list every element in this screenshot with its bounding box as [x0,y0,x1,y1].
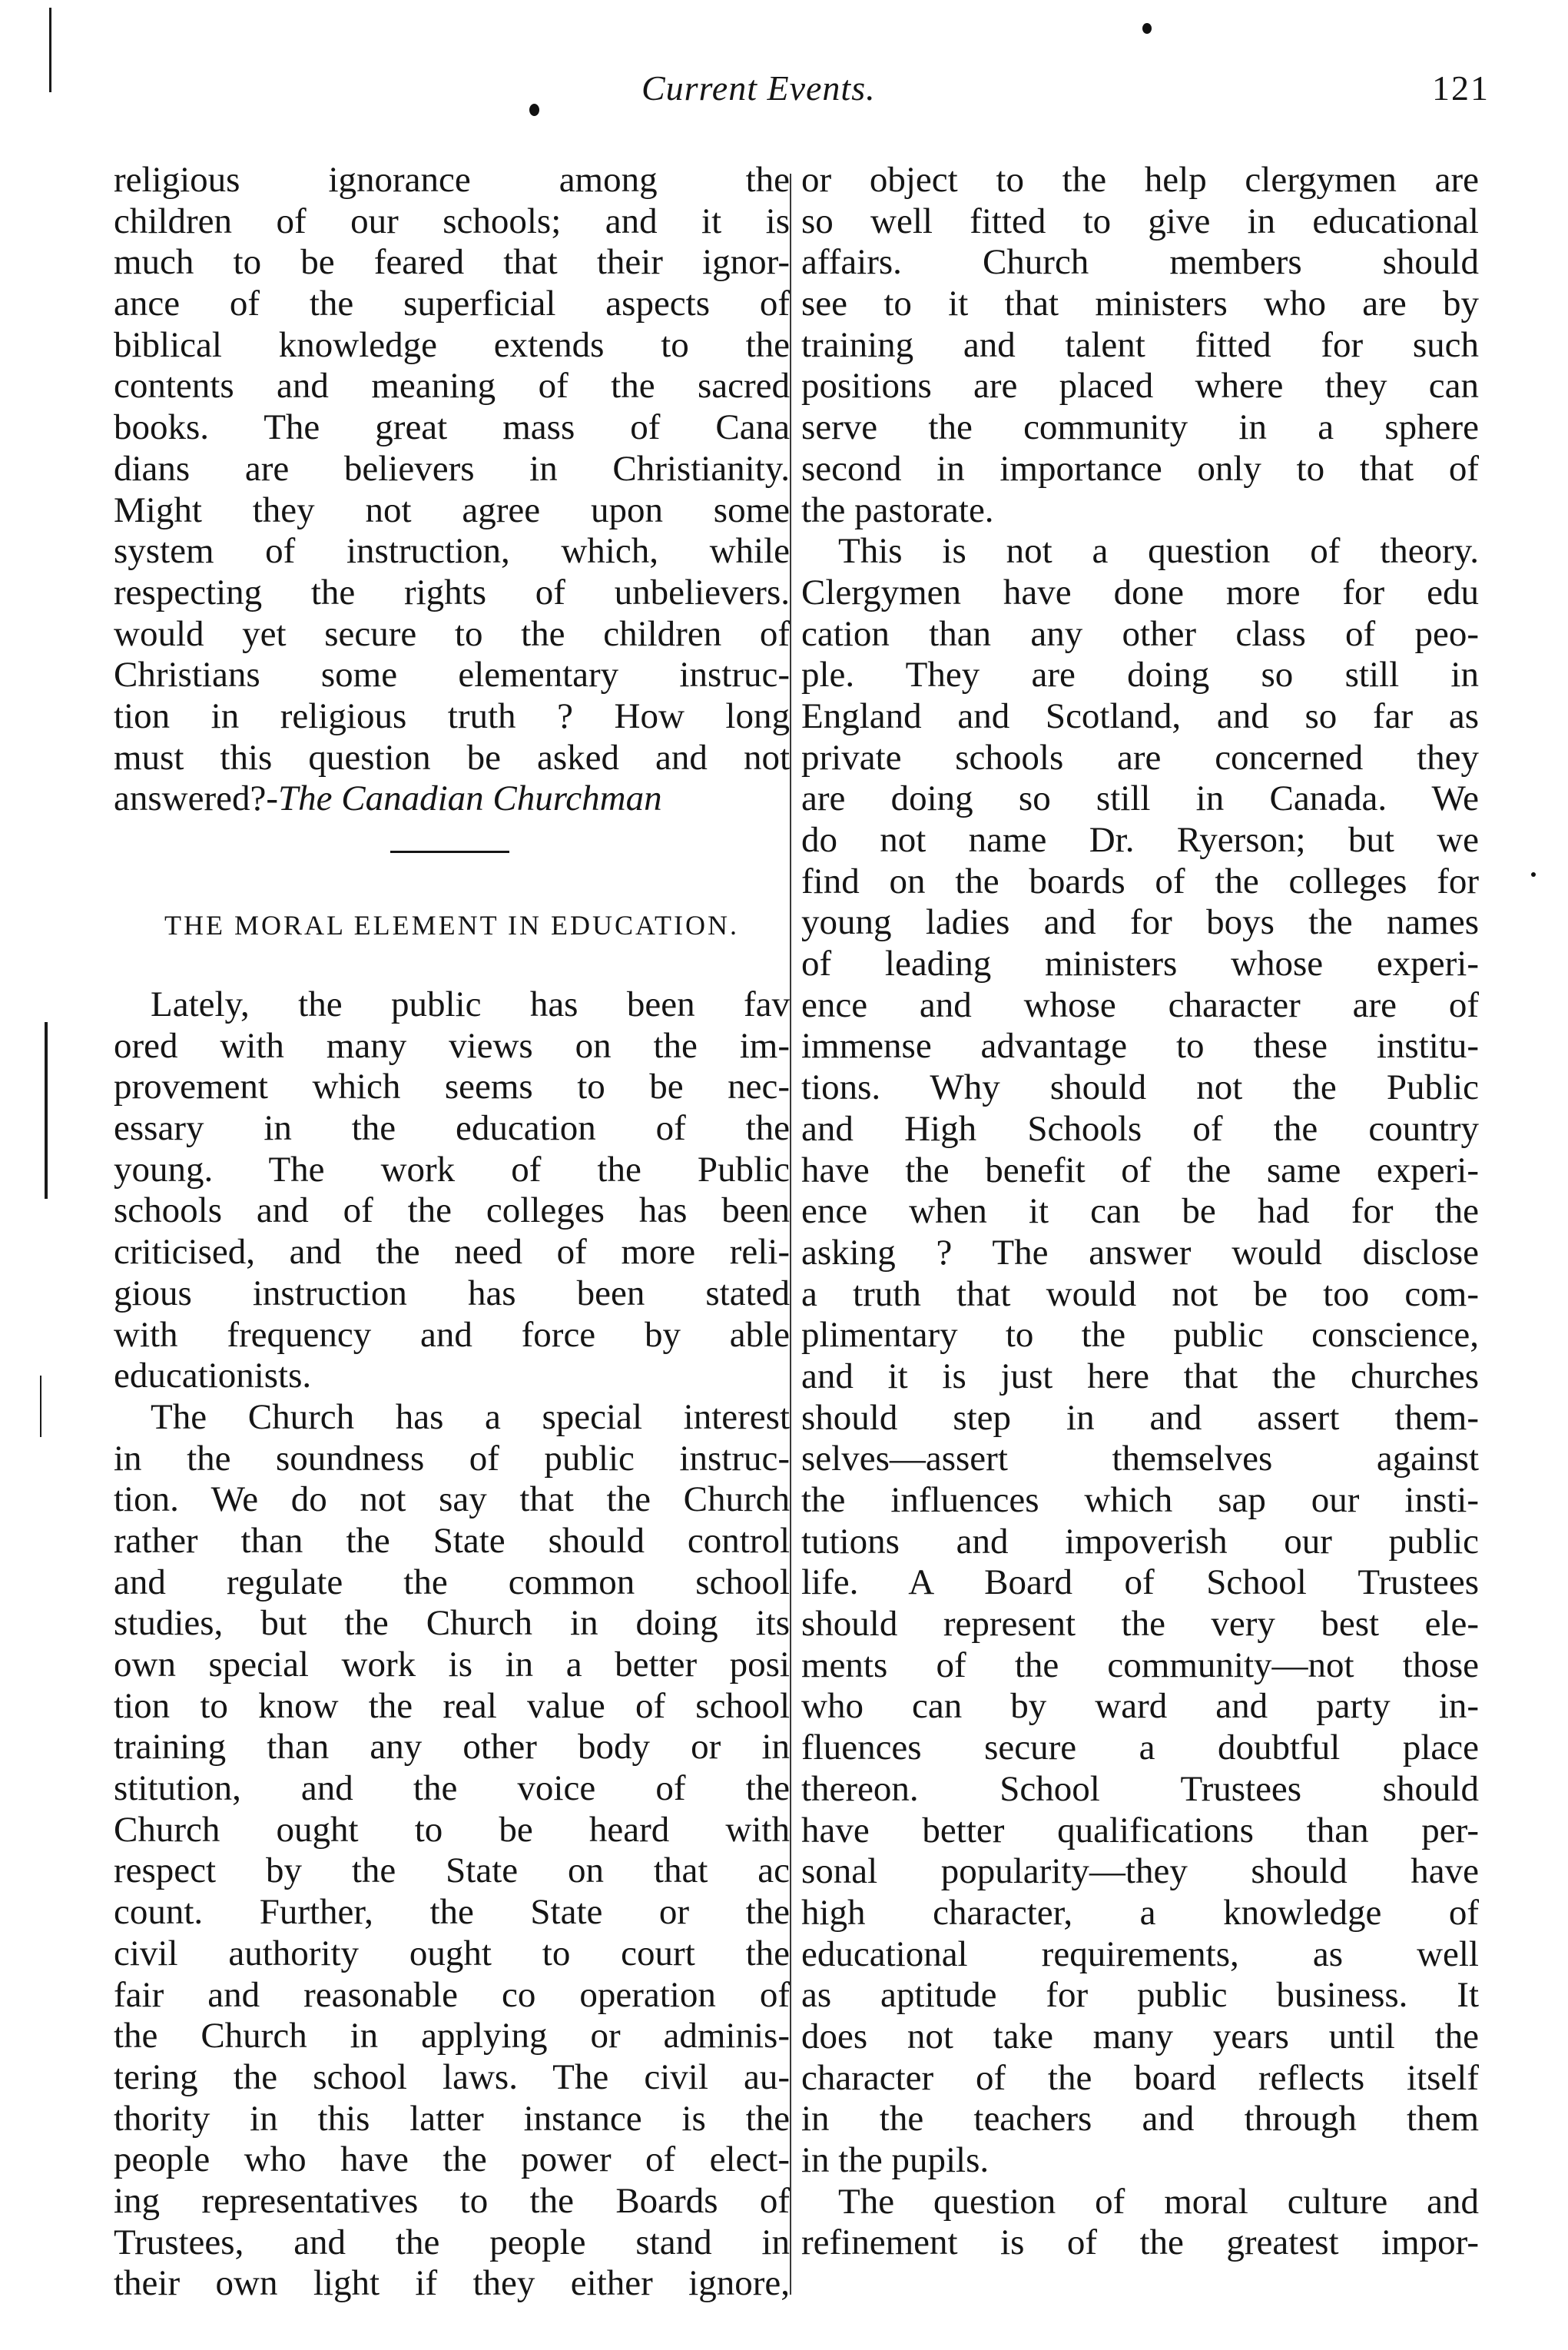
text-line: tion to know the real value of school [114,1685,790,1726]
text-line: must this question be asked and not [114,737,790,778]
column-divider [790,174,791,2295]
text-line: Might they not agree upon some [114,490,790,530]
text-line: The Church has a special interest [151,1396,790,1437]
text-line: respecting the rights of unbelievers. [114,572,790,612]
text-line: criticised, and the need of more reli- [114,1232,790,1273]
text-line: who can by ward and party in- [801,1686,1479,1727]
text-line: religious ignorance among the [114,160,790,200]
text-line: serve the community in a sphere [801,407,1479,448]
text-line: a truth that would not be too com- [801,1273,1479,1314]
continued-paragraph [801,160,1479,531]
paragraph [114,1397,790,2305]
text-line: ments of the community—not those [801,1645,1479,1685]
continued-paragraph [114,160,790,820]
text-line: thority in this latter instance is the [114,2098,790,2139]
text-line-with-source [114,778,790,820]
text-line: contents and meaning of the sacred [114,366,790,407]
text-line: have the benefit of the same experi- [801,1150,1479,1190]
ink-dot [1531,872,1536,877]
text-line: so well fitted to give in educational [801,201,1479,241]
text-line: count. Further, the State or the [114,1892,790,1933]
text-line: stitution, and the voice of the [114,1768,790,1809]
text-line: second in importance only to that of [801,448,1479,489]
text-line: tions. Why should not the Public [801,1067,1479,1108]
text-line: training than any other body or in [114,1727,790,1767]
text-line: much to be feared that their ignor- [114,242,790,283]
text-line: asking ? The answer would disclose [801,1232,1479,1273]
text-line: affairs. Church members should [801,242,1479,283]
text-line: in the soundness of public instruc- [114,1438,790,1479]
text-line: in the teachers and through them [801,2099,1479,2139]
margin-scan-mark [40,1376,41,1437]
text-line: ence when it can be had for the [801,1191,1479,1232]
text-line: and High Schools of the country [801,1108,1479,1149]
text-line: educational requirements, as well [801,1933,1479,1974]
separator-rule [390,851,509,853]
text-line: gious instruction has been stated [114,1273,790,1313]
text-line: the influences which sap our insti- [801,1480,1479,1520]
page-header [0,68,1568,121]
text-line: have better qualifications than per- [801,1810,1479,1850]
paragraph [114,984,790,1397]
text-line: should step in and assert them- [801,1397,1479,1438]
text-line: fluences secure a doubtful place [801,1728,1479,1768]
text-line: Church ought to be heard with [114,1809,790,1850]
text-line: positions are placed where they can [801,366,1479,407]
text-line: life. A Board of School Trustees [801,1562,1479,1603]
section-heading: THE MORAL ELEMENT IN EDUCATION. [164,910,739,941]
right-column [801,160,1479,2264]
text-line: tion. We do not say that the Church [114,1479,790,1520]
paragraph [801,531,1479,2182]
text-line: Lately, the public has been fav [151,984,790,1024]
text-line: with frequency and force by able [114,1314,790,1355]
text-line: own special work is in a better posi [114,1645,790,1684]
text-line: essary in the education of the [114,1108,790,1149]
text-line: people who have the power of elect- [114,2139,790,2180]
text-line: rather than the State should control [114,1520,790,1561]
text-line: high character, a knowledge of [801,1892,1479,1933]
text-line: studies, but the Church in doing its [114,1603,790,1644]
text-line: training and talent fitted for such [801,324,1479,365]
final-line-text: answered?- [114,778,278,819]
running-title: Current Events. [641,68,876,108]
text-line: or object to the help clergymen are [801,160,1479,200]
text-line: character of the board reflects itself [801,2057,1479,2098]
text-line: civil authority ought to court the [114,1933,790,1973]
text-line: tering the school laws. The civil au- [114,2056,790,2097]
text-line: find on the boards of the colleges for [801,861,1479,901]
text-line: would yet secure to the children of [114,613,790,654]
text-line: and regulate the common school [114,1562,790,1602]
text-line: the Church in applying or adminis- [114,2016,790,2056]
text-line: plimentary to the public conscience, [801,1315,1479,1356]
text-line: provement which seems to be nec- [114,1067,790,1107]
text-line: ance of the superficial aspects of [114,284,790,324]
text-line: their own light if they either ignore, [114,2263,790,2304]
text-line: tion in religious truth ? How long [114,695,790,736]
text-line: biblical knowledge extends to the [114,324,790,365]
text-line: tutions and impoverish our public [801,1521,1479,1562]
text-line: the pastorate. [801,490,994,530]
text-line: books. The great mass of Cana [114,407,790,448]
paragraph [801,2182,1479,2264]
text-line: in the pupils. [801,2140,990,2180]
text-line: as aptitude for public business. It [801,1975,1479,2016]
text-line: see to it that ministers who are by [801,284,1479,324]
text-line: refinement is of the greatest impor- [801,2222,1479,2263]
text-line: Clergymen have done more for edu [801,572,1479,612]
margin-scan-mark [45,1022,48,1199]
text-line: thereon. School Trustees should [801,1768,1479,1809]
text-line: ored with many views on the im- [114,1025,790,1066]
text-line: dians are believers in Christianity. [114,448,790,489]
text-line: Trustees, and the people stand in [114,2222,790,2262]
ink-dot [1142,23,1152,34]
text-line: children of our schools; and it is [114,201,790,241]
text-line: are doing so still in Canada. We [801,778,1479,819]
text-line: young ladies and for boys the names [801,902,1479,943]
text-line: ing representatives to the Boards of [114,2180,790,2221]
text-line: respect by the State on that ac [114,1850,790,1891]
text-line: selves—assert themselves against [801,1439,1479,1479]
source-citation: The Canadian Churchman [277,778,662,819]
text-line: schools and of the colleges has been [114,1190,790,1231]
text-line: ple. They are doing so still in [801,655,1479,695]
text-line: young. The work of the Public [114,1149,790,1190]
text-line: private schools are concerned they [801,737,1479,778]
text-line: The question of moral culture and [838,2181,1479,2222]
text-line: ence and whose character are of [801,984,1479,1025]
text-line: England and Scotland, and so far as [801,695,1479,736]
text-line: and it is just here that the churches [801,1356,1479,1396]
text-line: cation than any other class of peo- [801,613,1479,654]
text-line: does not take many years until the [801,2016,1479,2056]
text-line: This is not a question of theory. [838,531,1479,572]
left-column [114,160,790,2305]
text-line: immense advantage to these institu- [801,1026,1479,1067]
page-number: 121 [1432,68,1490,108]
text-line: should represent the very best ele- [801,1604,1479,1645]
section-separator [114,820,790,902]
text-line: Christians some elementary instruc- [114,655,790,695]
text-line: of leading ministers whose experi- [801,944,1479,984]
text-line: educationists. [114,1356,312,1396]
text-line: system of instruction, which, while [114,531,790,572]
text-line: fair and reasonable co operation of [114,1974,790,2015]
text-line: sonal popularity—they should have [801,1851,1479,1892]
text-line: do not name Dr. Ryerson; but we [801,820,1479,860]
